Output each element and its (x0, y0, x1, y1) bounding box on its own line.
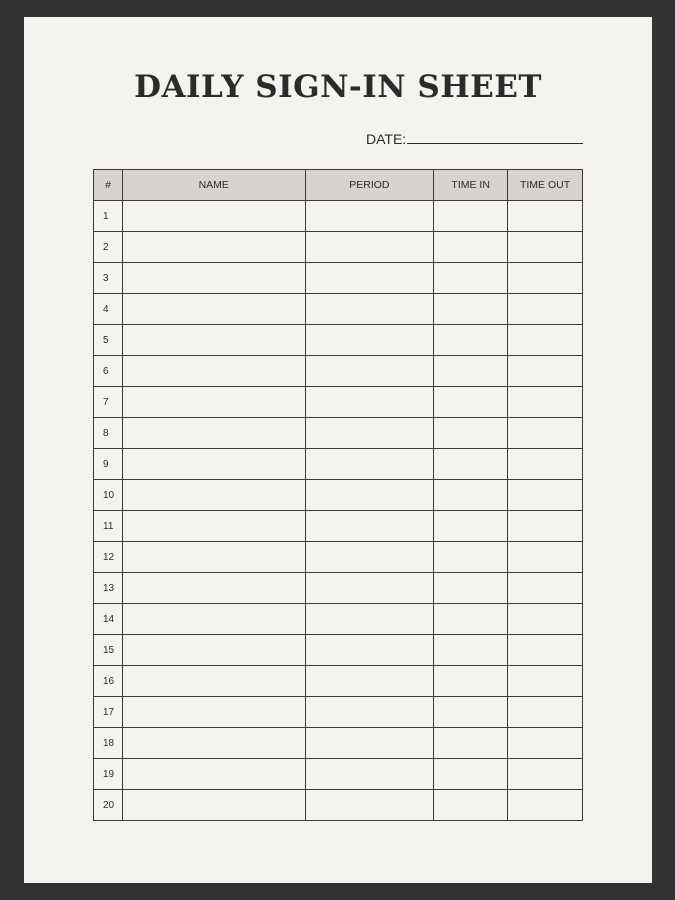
time-in-cell[interactable] (434, 728, 508, 759)
row-number: 3 (94, 263, 123, 294)
table-row (94, 604, 583, 635)
name-cell[interactable] (122, 325, 305, 356)
time-in-cell[interactable] (434, 573, 508, 604)
table-body (94, 201, 583, 821)
row-number: 18 (94, 728, 123, 759)
period-cell[interactable] (305, 449, 434, 480)
row-number: 2 (94, 232, 123, 263)
time-in-cell[interactable] (434, 542, 508, 573)
period-cell[interactable] (305, 697, 434, 728)
time-out-cell[interactable] (508, 418, 583, 449)
row-number: 1 (94, 201, 123, 232)
table-row (94, 232, 583, 263)
table-row (94, 728, 583, 759)
column-header-name: NAME (122, 170, 305, 201)
period-cell[interactable] (305, 356, 434, 387)
table-row (94, 511, 583, 542)
name-cell[interactable] (122, 387, 305, 418)
time-in-cell[interactable] (434, 294, 508, 325)
time-out-cell[interactable] (508, 480, 583, 511)
name-cell[interactable] (122, 294, 305, 325)
row-number: 20 (94, 790, 123, 821)
table-row (94, 387, 583, 418)
period-cell[interactable] (305, 790, 434, 821)
time-out-cell[interactable] (508, 294, 583, 325)
time-out-cell[interactable] (508, 728, 583, 759)
time-in-cell[interactable] (434, 666, 508, 697)
time-in-cell[interactable] (434, 263, 508, 294)
period-cell[interactable] (305, 480, 434, 511)
time-out-cell[interactable] (508, 232, 583, 263)
time-out-cell[interactable] (508, 325, 583, 356)
name-cell[interactable] (122, 697, 305, 728)
period-cell[interactable] (305, 232, 434, 263)
table-row (94, 356, 583, 387)
table-row (94, 635, 583, 666)
period-cell[interactable] (305, 759, 434, 790)
date-label: DATE: (366, 131, 407, 147)
column-header-time-in: TIME IN (434, 170, 508, 201)
time-in-cell[interactable] (434, 480, 508, 511)
date-blank-line[interactable] (407, 131, 583, 144)
column-header-number: # (94, 170, 123, 201)
sign-in-sheet-page (24, 17, 652, 883)
time-in-cell[interactable] (434, 325, 508, 356)
time-in-cell[interactable] (434, 418, 508, 449)
name-cell[interactable] (122, 449, 305, 480)
time-in-cell[interactable] (434, 697, 508, 728)
table-row (94, 480, 583, 511)
table-row (94, 294, 583, 325)
table-header-row (94, 170, 583, 201)
table-row (94, 325, 583, 356)
name-cell[interactable] (122, 356, 305, 387)
row-number: 14 (94, 604, 123, 635)
time-out-cell[interactable] (508, 635, 583, 666)
period-cell[interactable] (305, 387, 434, 418)
table-row (94, 263, 583, 294)
time-in-cell[interactable] (434, 635, 508, 666)
time-out-cell[interactable] (508, 790, 583, 821)
period-cell[interactable] (305, 511, 434, 542)
name-cell[interactable] (122, 480, 305, 511)
time-out-cell[interactable] (508, 604, 583, 635)
name-cell[interactable] (122, 604, 305, 635)
table-row (94, 790, 583, 821)
name-cell[interactable] (122, 728, 305, 759)
row-number: 13 (94, 573, 123, 604)
time-out-cell[interactable] (508, 573, 583, 604)
time-out-cell[interactable] (508, 511, 583, 542)
time-out-cell[interactable] (508, 542, 583, 573)
table-row (94, 542, 583, 573)
name-cell[interactable] (122, 759, 305, 790)
page-title: DAILY SIGN-IN SHEET (134, 69, 542, 105)
column-header-time-out: TIME OUT (508, 170, 583, 201)
time-out-cell[interactable] (508, 387, 583, 418)
time-in-cell[interactable] (434, 604, 508, 635)
table-row (94, 449, 583, 480)
row-number: 9 (94, 449, 123, 480)
column-header-period: PERIOD (305, 170, 434, 201)
period-cell[interactable] (305, 418, 434, 449)
time-out-cell[interactable] (508, 356, 583, 387)
name-cell[interactable] (122, 635, 305, 666)
time-in-cell[interactable] (434, 201, 508, 232)
table-row (94, 573, 583, 604)
row-number: 15 (94, 635, 123, 666)
period-cell[interactable] (305, 635, 434, 666)
name-cell[interactable] (122, 263, 305, 294)
period-cell[interactable] (305, 263, 434, 294)
period-cell[interactable] (305, 728, 434, 759)
table-row (94, 666, 583, 697)
name-cell[interactable] (122, 790, 305, 821)
time-out-cell[interactable] (508, 666, 583, 697)
time-in-cell[interactable] (434, 511, 508, 542)
row-number: 4 (94, 294, 123, 325)
name-cell[interactable] (122, 201, 305, 232)
time-out-cell[interactable] (508, 263, 583, 294)
row-number: 17 (94, 697, 123, 728)
time-out-cell[interactable] (508, 759, 583, 790)
row-number: 19 (94, 759, 123, 790)
time-in-cell[interactable] (434, 790, 508, 821)
row-number: 10 (94, 480, 123, 511)
period-cell[interactable] (305, 604, 434, 635)
row-number: 16 (94, 666, 123, 697)
period-cell[interactable] (305, 325, 434, 356)
table-row (94, 697, 583, 728)
row-number: 12 (94, 542, 123, 573)
time-out-cell[interactable] (508, 449, 583, 480)
period-cell[interactable] (305, 294, 434, 325)
time-in-cell[interactable] (434, 759, 508, 790)
period-cell[interactable] (305, 201, 434, 232)
row-number: 11 (94, 511, 123, 542)
time-in-cell[interactable] (434, 356, 508, 387)
row-number: 8 (94, 418, 123, 449)
time-in-cell[interactable] (434, 387, 508, 418)
name-cell[interactable] (122, 511, 305, 542)
row-number: 5 (94, 325, 123, 356)
time-out-cell[interactable] (508, 201, 583, 232)
time-out-cell[interactable] (508, 697, 583, 728)
sign-in-table (93, 169, 583, 821)
name-cell[interactable] (122, 573, 305, 604)
time-in-cell[interactable] (434, 449, 508, 480)
time-in-cell[interactable] (434, 232, 508, 263)
table-row (94, 759, 583, 790)
period-cell[interactable] (305, 666, 434, 697)
row-number: 7 (94, 387, 123, 418)
name-cell[interactable] (122, 418, 305, 449)
table-row (94, 418, 583, 449)
period-cell[interactable] (305, 573, 434, 604)
date-field (366, 131, 583, 147)
name-cell[interactable] (122, 232, 305, 263)
name-cell[interactable] (122, 542, 305, 573)
name-cell[interactable] (122, 666, 305, 697)
table-row (94, 201, 583, 232)
row-number: 6 (94, 356, 123, 387)
period-cell[interactable] (305, 542, 434, 573)
